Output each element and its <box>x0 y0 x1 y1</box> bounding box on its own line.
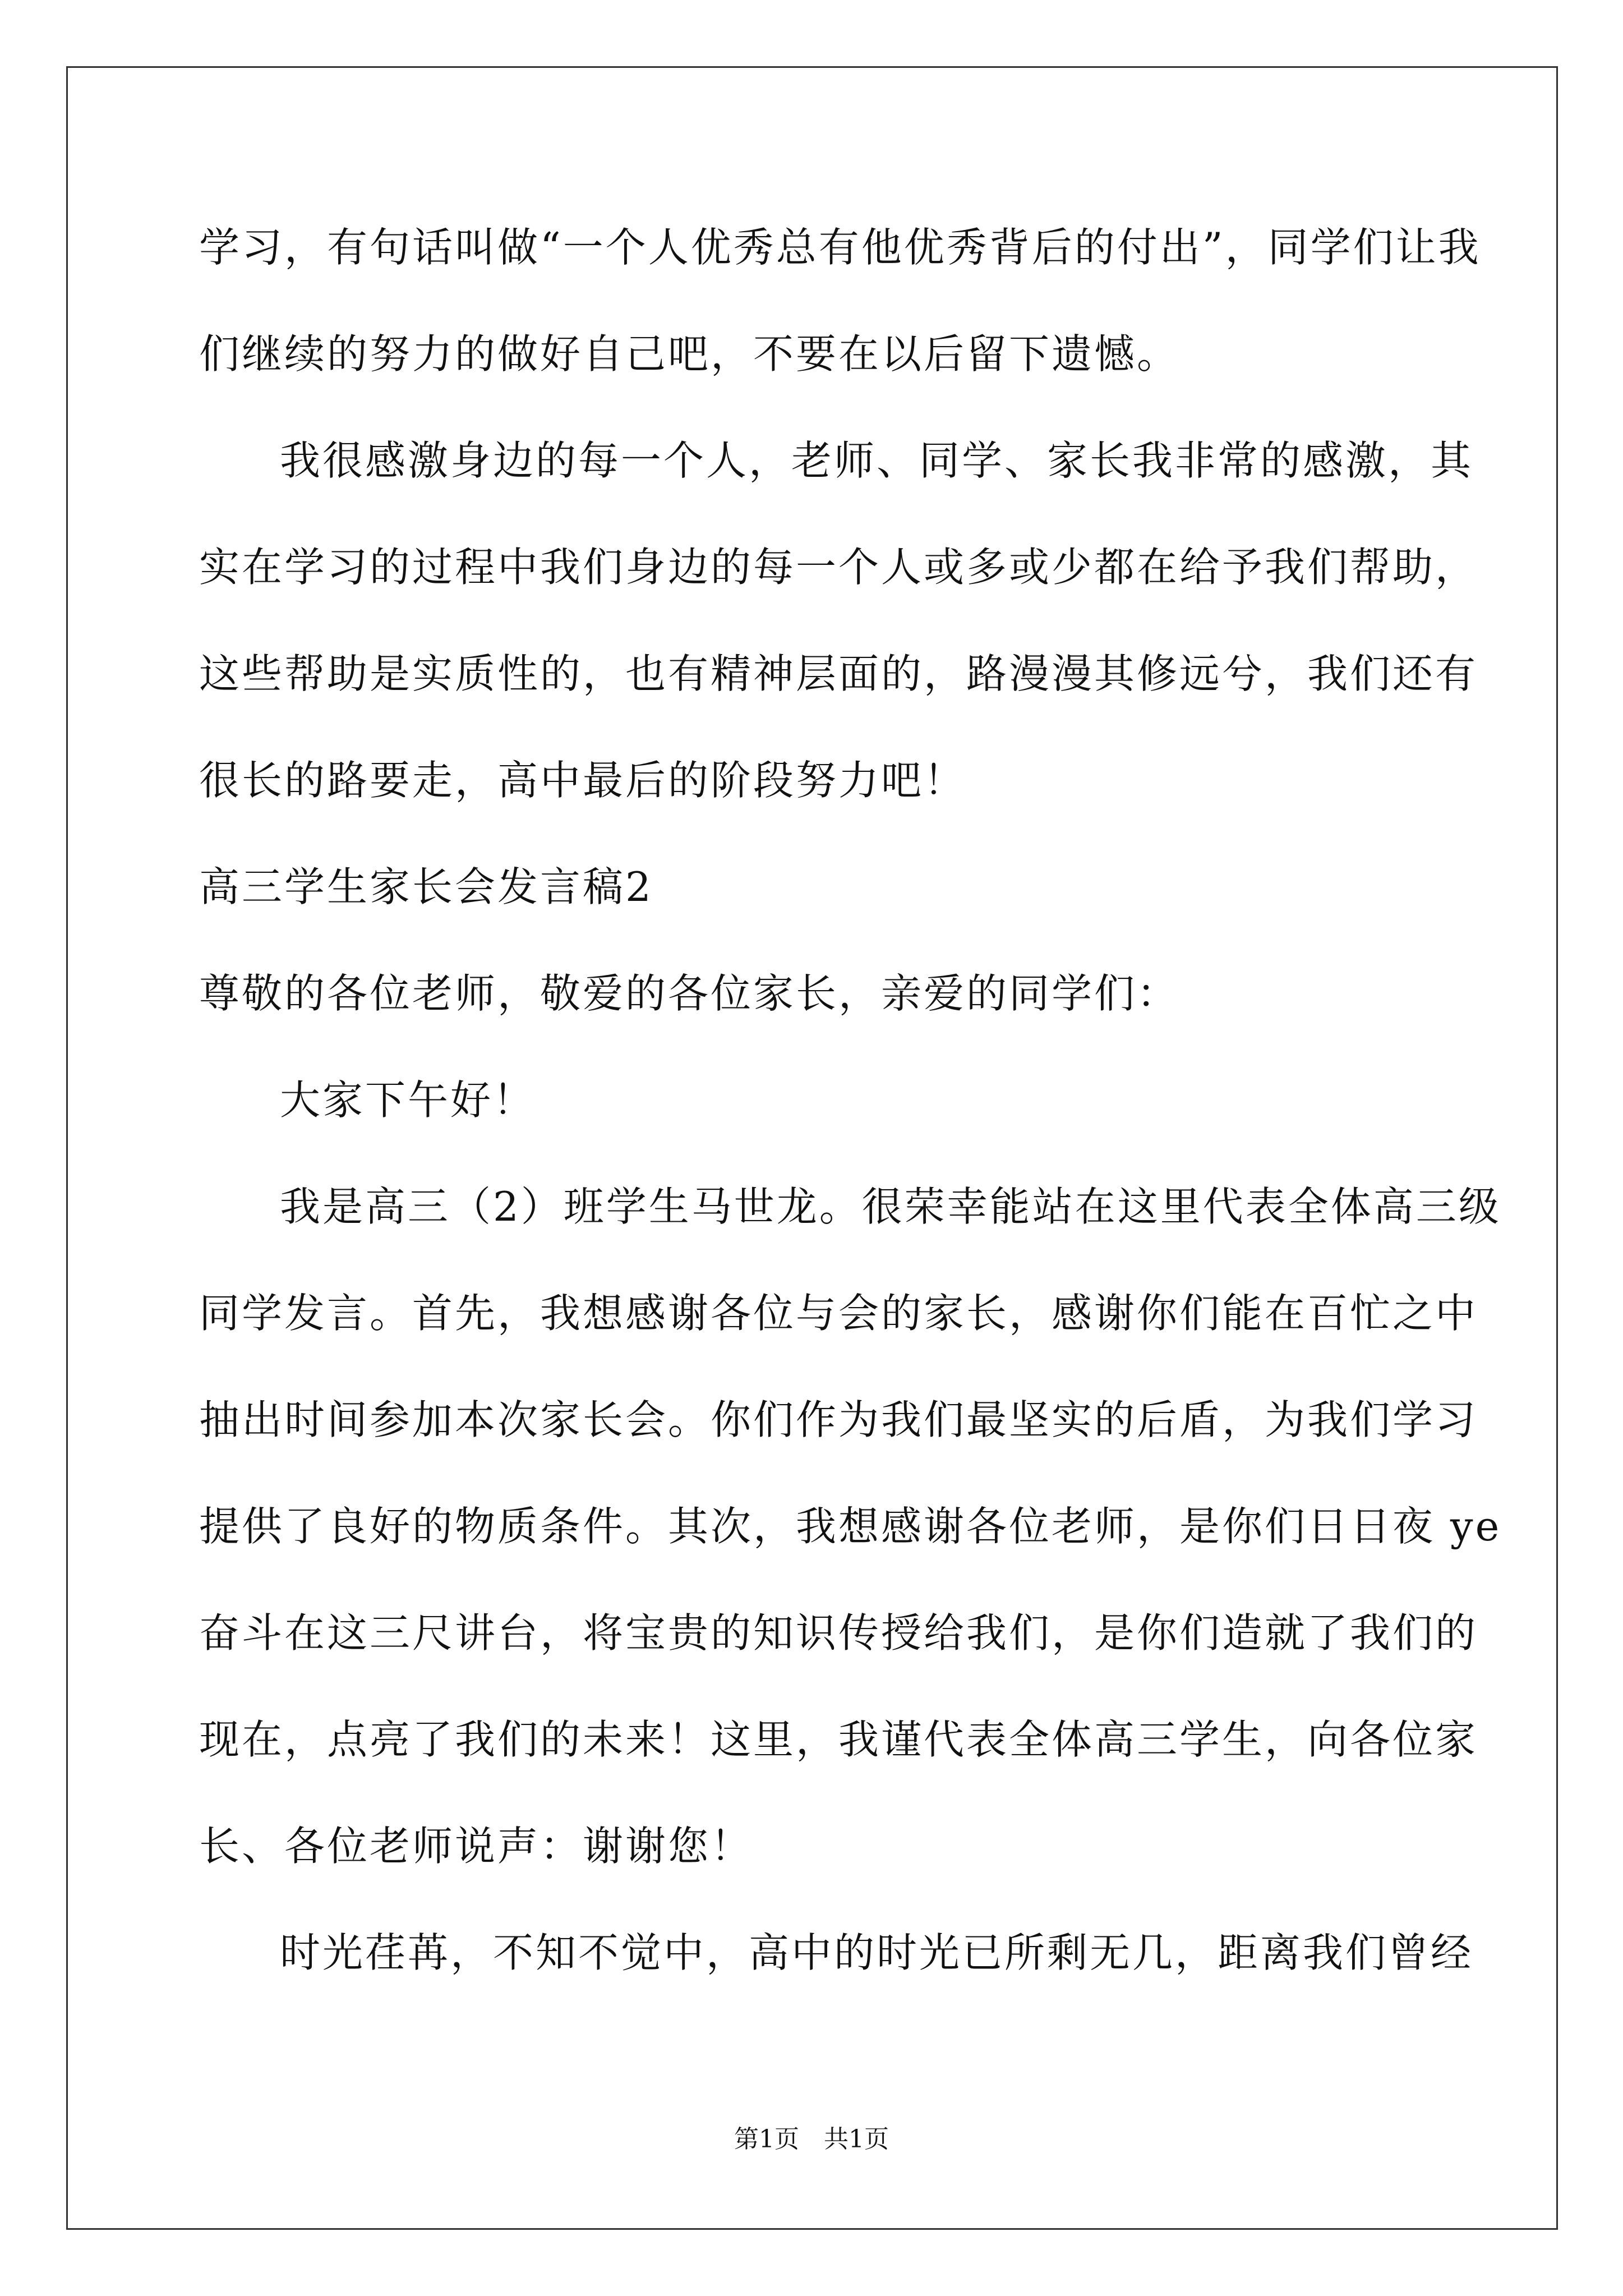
text-line: 这些帮助是实质性的，也有精神层面的，路漫漫其修远兮，我们还有 <box>199 650 1478 697</box>
greeting: 大家下午好！ <box>280 1076 536 1124</box>
text-line: 抽出时间参加本次家长会。你们作为我们最坚实的后盾，为我们学习 <box>199 1396 1478 1443</box>
text-line: 我是高三（2）班学生马世龙。很荣幸能站在这里代表全体高三级 <box>280 1183 1501 1230</box>
text-line: 实在学习的过程中我们身边的每一个人或多或少都在给予我们帮助， <box>199 544 1478 591</box>
salutation: 尊敬的各位老师，敬爱的各位家长，亲爱的同学们： <box>199 970 1180 1017</box>
text-line: 我很感激身边的每一个人，老师、同学、家长我非常的感激，其 <box>280 437 1474 484</box>
text-line: 同学发言。首先，我想感谢各位与会的家长，感谢你们能在百忙之中 <box>199 1290 1478 1337</box>
page-number-current: 第1页 <box>734 2125 799 2154</box>
text-line: 现在，点亮了我们的未来！这里，我谨代表全体高三学生，向各位家 <box>199 1716 1478 1763</box>
section-heading: 高三学生家长会发言稿2 <box>199 863 653 910</box>
text-line: 很长的路要走，高中最后的阶段努力吧！ <box>199 757 967 804</box>
page-number-total: 共1页 <box>824 2125 889 2154</box>
text-line: 时光荏苒，不知不觉中，高中的时光已所剩无几，距离我们曾经 <box>280 1929 1474 1976</box>
page-footer <box>0 2124 1623 2155</box>
document-body <box>199 222 1502 2033</box>
text-line: 提供了良好的物质条件。其次，我想感谢各位老师，是你们日日夜 ye <box>199 1503 1502 1550</box>
text-line: 学习，有句话叫做“一个人优秀总有他优秀背后的付出”，同学们让我 <box>199 224 1481 271</box>
text-line: 奋斗在这三尺讲台，将宝贵的知识传授给我们，是你们造就了我们的 <box>199 1609 1478 1657</box>
text-line: 们继续的努力的做好自己吧，不要在以后留下遗憾。 <box>199 330 1180 378</box>
text-line: 长、各位老师说声：谢谢您！ <box>199 1823 754 1870</box>
